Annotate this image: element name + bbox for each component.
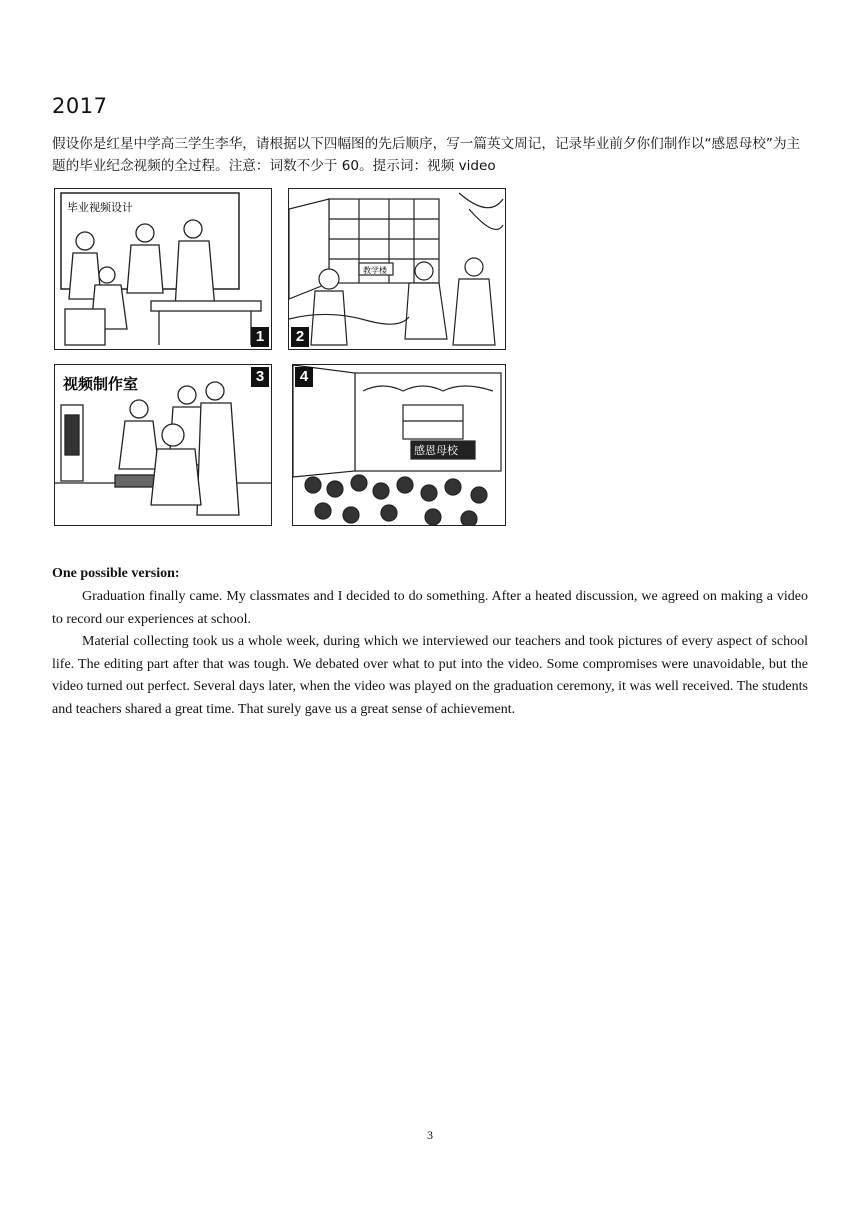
panel-3-caption: 视频制作室 <box>63 375 139 393</box>
answer-paragraph-1: Graduation finally came. My classmates and I decided to do something. After a heated discussion, we agreed on making a video to record our experiences at school. <box>52 589 808 627</box>
task-prompt: 假设你是红星中学高三学生李华，请根据以下四幅图的先后顺序，写一篇英文周记，记录毕业前夕你们制作以“感恩母校”为主题的毕业纪念视频的全过程。注意：词数不少于 60。提示词：视频 video <box>52 136 801 174</box>
panel-4-illustration <box>293 365 505 525</box>
page-number: 3 <box>427 1128 433 1142</box>
panel-2 <box>288 188 506 350</box>
panel-3 <box>54 364 272 526</box>
picture-panels <box>52 186 508 528</box>
answer-heading: One possible version: <box>52 566 180 581</box>
panel-1-illustration <box>55 189 271 349</box>
panel-1-caption: 毕业视频设计 <box>67 201 133 214</box>
panel-3-illustration <box>55 365 271 525</box>
panel-2-number: 2 <box>291 327 309 347</box>
panel-2-illustration <box>289 189 505 349</box>
panel-4 <box>292 364 506 526</box>
panel-3-number: 3 <box>251 367 269 387</box>
panel-1 <box>54 188 272 350</box>
panel-1-number: 1 <box>251 327 269 347</box>
panel-2-caption: 教学楼 <box>363 266 387 275</box>
panel-4-number: 4 <box>295 367 313 387</box>
answer-paragraph-2: Material collecting took us a whole week, during which we interviewed our teachers and took pictures of every aspect of school life. The editing part after that was tough. We debated over what to put into the video. Some compromises were unavoidable, but the video turned out perfect. Several days later, when the video was played on the graduation ceremony, it was well received. The students and teachers shared a great time. That surely gave us a great sense of achievement. <box>52 634 808 717</box>
year-heading: 2017 <box>52 94 108 118</box>
panel-4-caption: 感恩母校 <box>414 444 458 457</box>
